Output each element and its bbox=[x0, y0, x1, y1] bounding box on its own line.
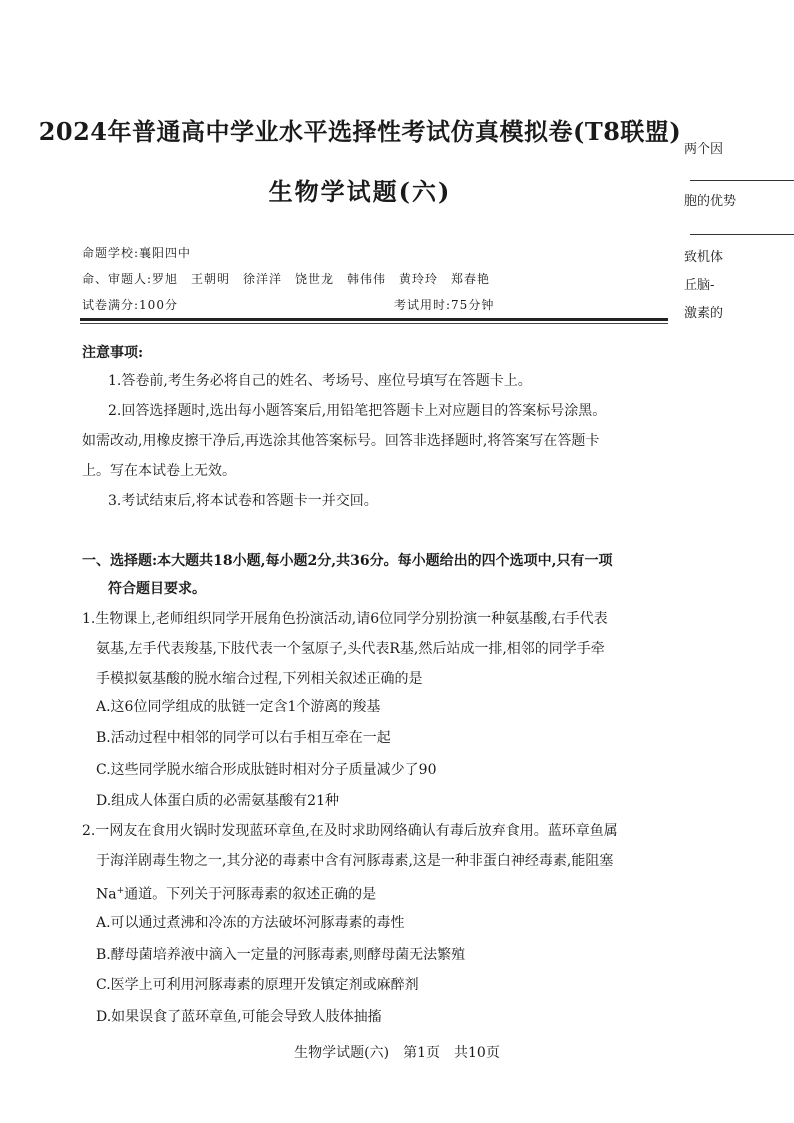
adjacent-page-blank-line bbox=[690, 234, 794, 235]
question-2-stem: 2.一网友在食用火锅时发现蓝环章鱼,在及时求助网络确认有毒后放弃食用。蓝环章鱼属 bbox=[82, 823, 618, 839]
question-2-option-c: C.医学上可利用河豚毒素的原理开发镇定剂或麻醉剂 bbox=[96, 977, 419, 993]
question-1-option-d: D.组成人体蛋白质的必需氨基酸有21种 bbox=[96, 793, 339, 809]
notice-item: 3.考试结束后,将本试卷和答题卡一并交回。 bbox=[108, 493, 378, 509]
notice-item: 上。写在本试卷上无效。 bbox=[82, 463, 236, 479]
notice-heading: 注意事项: bbox=[82, 345, 144, 361]
school-line: 命题学校:襄阳四中 bbox=[82, 246, 192, 260]
full-score: 试卷满分:100分 bbox=[82, 298, 178, 312]
question-2-stem: 于海洋剧毒生物之一,其分泌的毒素中含有河豚毒素,这是一种非蛋白神经毒素,能阻塞 bbox=[96, 853, 614, 869]
notice-item: 如需改动,用橡皮擦干净后,再选涂其他答案标号。回答非选择题时,将答案写在答题卡 bbox=[82, 433, 600, 449]
adjacent-page-text: 激素的 bbox=[684, 306, 724, 321]
adjacent-page-text: 致机体 bbox=[684, 250, 724, 265]
authors-line: 命、审题人:罗旭 王朝明 徐洋洋 饶世龙 韩伟伟 黄玲玲 郑春艳 bbox=[82, 272, 491, 286]
question-2-stem-tail: 通道。下列关于河豚毒素的叙述正确的是 bbox=[124, 886, 377, 903]
question-2-option-a: A.可以通过煮沸和冷冻的方法破坏河豚毒素的毒性 bbox=[96, 915, 405, 931]
question-1-stem: 氨基,左手代表羧基,下肢代表一个氢原子,头代表R基,然后站成一排,相邻的同学手牵 bbox=[96, 641, 605, 657]
question-2-option-d: D.如果误食了蓝环章鱼,可能会导致人肢体抽搐 bbox=[96, 1009, 382, 1025]
question-2-stem bbox=[96, 876, 376, 910]
question-2-option-b: B.酵母菌培养液中滴入一定量的河豚毒素,则酵母菌无法繁殖 bbox=[96, 947, 466, 963]
charge-superscript: + bbox=[116, 886, 125, 896]
question-1-option-a: A.这6位同学组成的肽链一定含1个游离的羧基 bbox=[96, 699, 381, 715]
adjacent-page-text: 丘脑- bbox=[684, 278, 715, 293]
question-1-option-c: C.这些同学脱水缩合形成肽链时相对分子质量减少了90 bbox=[96, 762, 437, 778]
header-rule-thick bbox=[80, 318, 668, 321]
page-subtitle: 生物学试题(六) bbox=[268, 177, 452, 206]
adjacent-page-text: 两个因 bbox=[684, 142, 724, 157]
exam-duration: 考试用时:75分钟 bbox=[394, 298, 495, 312]
sodium-symbol: Na bbox=[96, 886, 117, 903]
page-title: 2024年普通高中学业水平选择性考试仿真模拟卷(T8联盟) bbox=[38, 117, 682, 146]
adjacent-page-blank-line bbox=[690, 180, 794, 181]
notice-item: 1.答卷前,考生务必将自己的姓名、考场号、座位号填写在答题卡上。 bbox=[108, 373, 532, 389]
question-1-stem: 手模拟氨基酸的脱水缩合过程,下列相关叙述正确的是 bbox=[96, 671, 423, 687]
question-1-option-b: B.活动过程中相邻的同学可以右手相互牵在一起 bbox=[96, 730, 391, 746]
question-1-stem: 1.生物课上,老师组织同学开展角色扮演活动,请6位同学分别扮演一种氨基酸,右手代表 bbox=[82, 611, 608, 627]
notice-item: 2.回答选择题时,选出每小题答案后,用铅笔把答题卡上对应题目的答案标号涂黑。 bbox=[108, 403, 607, 419]
section-heading-cont: 符合题目要求。 bbox=[108, 581, 206, 597]
adjacent-page-text: 胞的优势 bbox=[684, 194, 737, 209]
section-heading: 一、选择题:本大题共18小题,每小题2分,共36分。每小题给出的四个选项中,只有一项 bbox=[82, 553, 613, 569]
header-rule-thin bbox=[80, 323, 668, 324]
page-footer: 生物学试题(六) 第1页 共10页 bbox=[294, 1045, 500, 1061]
